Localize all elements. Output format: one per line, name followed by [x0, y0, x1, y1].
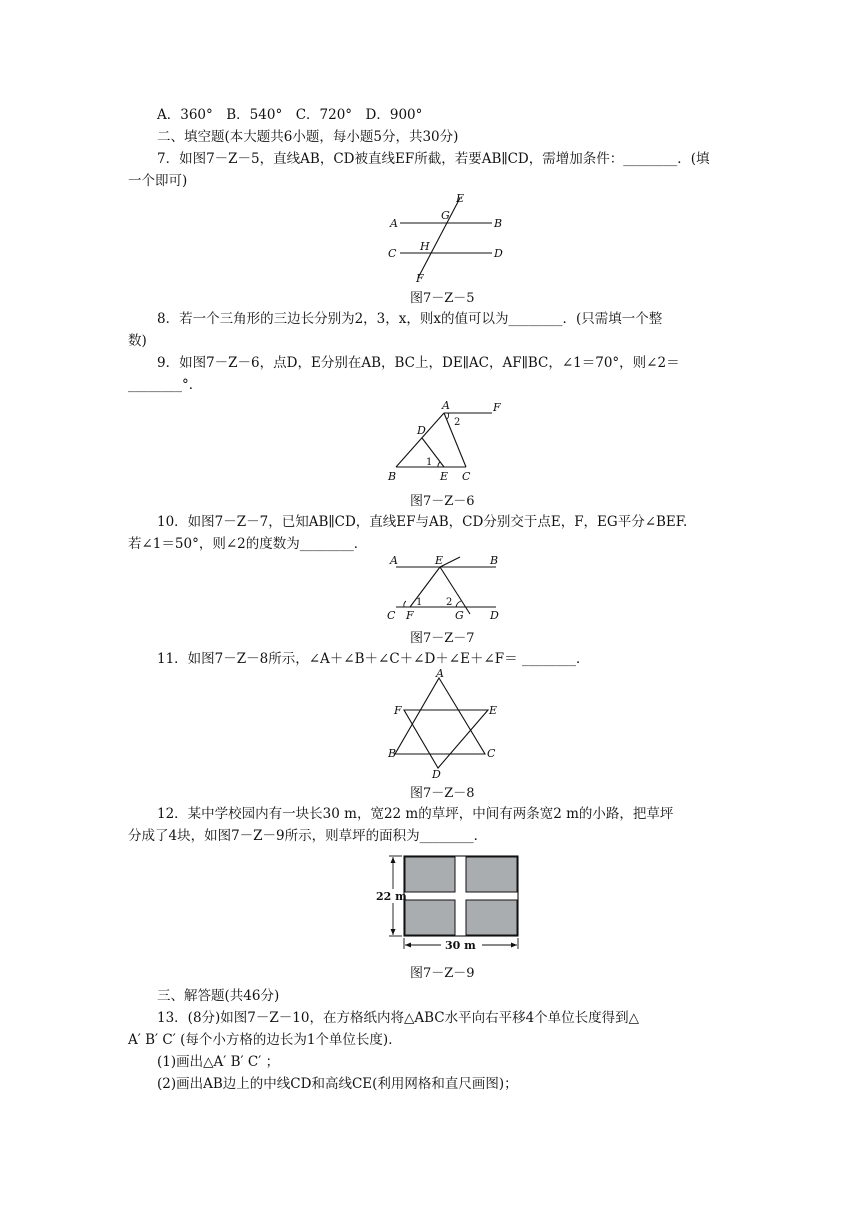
label-c: C: [387, 609, 396, 622]
q7-text-1: 7．如图7－Z－5，直线AB，CD被直线EF所截，若要AB∥CD，需增加条件：________．(填: [157, 151, 710, 167]
label-e: E: [489, 704, 498, 717]
label-f: F: [416, 272, 424, 285]
caption-7-z-8: 图7－Z－8: [410, 786, 475, 801]
q8-text-1: 8．若一个三角形的三边长分别为2，3，x，则x的值可以为________．(只需填一个整: [157, 311, 663, 327]
lawn-plot: [466, 900, 517, 935]
label-length: 30 m: [445, 939, 476, 952]
caption-7-z-6: 图7－Z－6: [410, 494, 475, 509]
q13-part-1: (1)画出△A′ B′ C′ ；: [157, 1054, 280, 1070]
q9-text-1: 9．如图7－Z－6，点D，E分别在AB，BC上，DE∥AC，AF∥BC，∠1＝70°，则∠2＝: [157, 355, 680, 371]
figure-7-z-9: [372, 852, 520, 956]
lawn-plot: [466, 857, 517, 892]
figure-7-z-6: [386, 398, 506, 486]
section-2-heading: 二、填空题(本大题共6小题，每小题5分，共30分): [157, 129, 459, 145]
lawn-plot: [405, 900, 455, 935]
label-a: A: [390, 554, 398, 567]
label-angle-1: 1: [416, 597, 423, 608]
label-c: C: [388, 247, 397, 260]
q13-text-2: A′ B′ C′ (每个小方格的边长为1个单位长度)．: [128, 1032, 402, 1048]
q10-text-1: 10．如图7－Z－7，已知AB∥CD，直线EF与AB，CD分别交于点E，F，EG平分∠BEF.: [157, 514, 688, 530]
q13-part-2: (2)画出AB边上的中线CD和高线CE(利用网格和直尺画图)；: [157, 1076, 518, 1092]
label-g: G: [441, 209, 450, 222]
label-b: B: [388, 470, 397, 483]
q12-text-1: 12．某中学校园内有一块长30 m，宽22 m的草坪，中间有两条宽2 m的小路，把草坪: [157, 806, 674, 822]
label-d: D: [432, 768, 441, 781]
label-h: H: [420, 240, 430, 253]
label-e: E: [435, 554, 444, 567]
caption-7-z-7: 图7－Z－7: [410, 631, 475, 646]
label-f: F: [394, 704, 402, 717]
label-d: D: [490, 609, 499, 622]
label-d: D: [417, 424, 426, 437]
figure-7-z-5: [380, 192, 510, 284]
label-c: C: [462, 470, 471, 483]
q12-text-2: 分成了4块，如图7－Z－9所示，则草坪的面积为________．: [128, 828, 488, 844]
label-b: B: [490, 554, 499, 567]
q13-text-1: 13．(8分)如图7－Z－10，在方格纸内将△ABC水平向右平移4个单位长度得到△: [157, 1010, 640, 1026]
label-angle-2: 2: [454, 417, 461, 428]
label-f: F: [406, 609, 414, 622]
label-b: B: [388, 747, 397, 760]
caption-7-z-9: 图7－Z－9: [410, 966, 475, 981]
q10-text-2: 若∠1＝50°，则∠2的度数为________．: [128, 536, 368, 552]
label-a: A: [442, 399, 450, 412]
q11-text: 11．如图7－Z－8所示，∠A＋∠B＋∠C＋∠D＋∠E＋∠F＝ ________．: [157, 651, 590, 667]
q6-options: A．360° B．540° C．720° D．900°: [157, 107, 423, 123]
label-b: B: [494, 217, 503, 230]
label-c: C: [487, 747, 496, 760]
q8-text-2: 数): [128, 333, 147, 349]
label-angle-1: 1: [426, 457, 433, 468]
label-g: G: [455, 609, 464, 622]
section-3-heading: 三、解答题(共46分): [157, 988, 280, 1004]
caption-7-z-5: 图7－Z－5: [410, 291, 475, 306]
label-d: D: [494, 247, 503, 260]
figure-7-z-8: [386, 668, 506, 780]
label-a: A: [390, 217, 398, 230]
label-angle-2: 2: [446, 597, 453, 608]
lawn-plot: [405, 857, 455, 892]
label-a: A: [436, 667, 444, 680]
label-f: F: [493, 401, 501, 414]
label-e: E: [440, 470, 449, 483]
figure-7-z-7: [384, 552, 514, 624]
label-width: 22 m: [376, 890, 407, 903]
q9-text-2: ________°．: [128, 377, 203, 393]
label-e: E: [456, 192, 465, 205]
q7-text-2: 一个即可): [128, 173, 188, 189]
